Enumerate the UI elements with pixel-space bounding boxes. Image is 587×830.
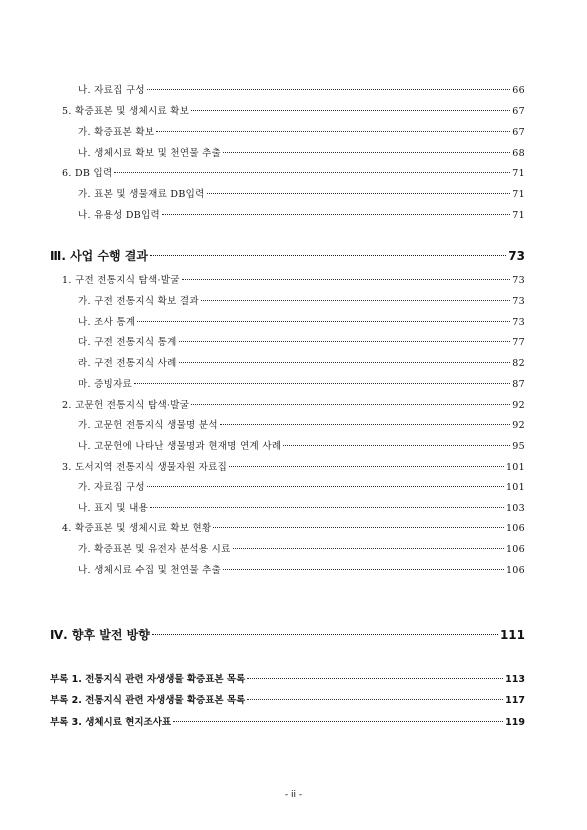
dot-leader	[150, 507, 504, 508]
toc-entry-page: 92	[512, 400, 525, 411]
toc-entry-page: 67	[512, 127, 525, 138]
dot-leader	[233, 548, 504, 549]
toc-entry-page: 77	[512, 337, 525, 348]
page-number-footer: - ii -	[284, 790, 303, 800]
toc-entry-label: 부록 1. 전통지식 관련 자생생물 확증표본 목록	[50, 674, 246, 685]
toc-entry-page: 87	[512, 379, 525, 390]
dot-leader	[134, 383, 510, 384]
toc-entry-page: 73	[508, 249, 525, 263]
toc-entry-label: 가. 자료집 구성	[78, 482, 145, 493]
dot-leader	[213, 527, 503, 528]
toc-entry-page: 119	[505, 717, 525, 728]
toc-entry-page: 67	[512, 106, 525, 117]
toc-entry-label: 가. 구전 전통지식 확보 결과	[78, 296, 199, 307]
toc-entry-page: 73	[512, 317, 525, 328]
dot-leader	[220, 424, 510, 425]
toc-entry	[78, 124, 525, 138]
toc-entry-label: 5. 확증표본 및 생체시료 확보	[62, 106, 190, 117]
dot-leader	[147, 89, 510, 90]
toc-entry-label: 가. 고문헌 전통지식 생물명 분석	[78, 420, 218, 431]
dot-leader	[150, 255, 506, 256]
dot-leader	[283, 445, 510, 446]
toc-entry-page: 66	[512, 85, 525, 96]
toc-entry	[62, 272, 525, 286]
toc-entry-label: Ⅲ. 사업 수행 결과	[50, 249, 148, 263]
toc-entry	[78, 500, 525, 514]
toc-entry	[78, 293, 525, 307]
toc-entry-label: 1. 구전 전통지식 탐색·발굴	[62, 275, 180, 286]
dot-leader	[247, 699, 503, 700]
toc-entry-page: 101	[505, 462, 525, 473]
toc-entry	[78, 82, 525, 96]
dot-leader	[179, 362, 511, 363]
dot-leader	[147, 486, 504, 487]
toc-entry-label: 마. 증빙자료	[78, 379, 133, 390]
dot-leader	[201, 300, 510, 301]
toc-entry-page: 73	[512, 275, 525, 286]
toc-section-heading	[50, 247, 525, 264]
toc-entry-page: 101	[505, 482, 525, 493]
dot-leader	[179, 341, 511, 342]
toc-entry	[78, 541, 525, 555]
toc-entry	[62, 397, 525, 411]
toc-entry	[78, 562, 525, 576]
dot-leader	[191, 404, 510, 405]
toc-entry-label: 4. 확증표본 및 생체시료 확보 현황	[62, 523, 212, 534]
toc-entry-page: 71	[512, 168, 525, 179]
toc-entry-page: 106	[505, 565, 525, 576]
dot-leader	[137, 321, 510, 322]
toc-entry	[78, 145, 525, 159]
dot-leader	[156, 131, 510, 132]
toc-entry	[78, 355, 525, 369]
toc-entry-label: 부록 2. 전통지식 관련 자생생물 확증표본 목록	[50, 695, 246, 706]
toc-appendix-entry	[50, 714, 525, 728]
toc-appendix-entry	[50, 671, 525, 685]
toc-entry-label: 라. 구전 전통지식 사례	[78, 358, 177, 369]
toc-entry-label: 나. 고문헌에 나타난 생물명과 현재명 연계 사례	[78, 441, 282, 452]
toc-entry	[62, 165, 525, 179]
dot-leader	[152, 634, 498, 635]
toc-entry	[62, 520, 525, 534]
dot-leader	[223, 569, 504, 570]
toc-entry-page: 106	[505, 544, 525, 555]
toc-entry-page: 111	[499, 628, 525, 642]
toc-entry-label: 나. 유용성 DB입력	[78, 210, 161, 221]
toc-entry-page: 103	[505, 503, 525, 514]
toc-entry	[78, 376, 525, 390]
toc-entry	[78, 314, 525, 328]
toc-entry-label: 가. 표본 및 생물재료 DB입력	[78, 189, 205, 200]
toc-entry-page: 95	[512, 441, 525, 452]
toc-entry-page: 71	[512, 189, 525, 200]
dot-leader	[247, 678, 503, 679]
toc-entry-label: 나. 표지 및 내용	[78, 503, 149, 514]
toc-entry-page: 82	[512, 358, 525, 369]
toc-entry	[62, 103, 525, 117]
dot-leader	[191, 110, 510, 111]
toc-entry-page: 113	[505, 674, 525, 685]
toc-appendix-entry	[50, 692, 525, 706]
toc-entry-label: 2. 고문헌 전통지식 탐색·발굴	[62, 400, 190, 411]
dot-leader	[207, 193, 511, 194]
dot-leader	[162, 214, 510, 215]
toc-entry-label: 다. 구전 전통지식 통계	[78, 337, 177, 348]
toc-entry-label: 나. 생체시료 확보 및 천연물 추출	[78, 148, 222, 159]
toc-entry-page: 73	[512, 296, 525, 307]
toc-entry-label: 나. 조사 통계	[78, 317, 136, 328]
toc-entry	[62, 459, 525, 473]
dot-leader	[173, 721, 503, 722]
toc-entry-label: 가. 확증표본 및 유전자 분석용 시료	[78, 544, 231, 555]
dot-leader	[114, 172, 510, 173]
toc-entry	[78, 186, 525, 200]
toc-entry-label: 나. 자료집 구성	[78, 85, 145, 96]
toc-entry-label: 부록 3. 생체시료 현지조사표	[50, 717, 172, 728]
toc-entry-page: 92	[512, 420, 525, 431]
toc-entry	[78, 438, 525, 452]
toc-entry-label: 나. 생체시료 수집 및 천연물 추출	[78, 565, 222, 576]
toc-entry-page: 117	[505, 695, 525, 706]
toc-entry-label: 3. 도서지역 전통지식 생물자원 자료집	[62, 462, 228, 473]
toc-entry-page: 68	[512, 148, 525, 159]
toc-entry-page: 71	[512, 210, 525, 221]
toc-entry	[78, 207, 525, 221]
toc-entry-label: Ⅳ. 향후 발전 방향	[50, 628, 150, 642]
toc-entry	[78, 479, 525, 493]
toc-entry-page: 106	[505, 523, 525, 534]
dot-leader	[182, 279, 511, 280]
toc-entry-label: 6. DB 입력	[62, 168, 113, 179]
toc-section-heading	[50, 626, 525, 643]
dot-leader	[229, 466, 504, 467]
toc-entry	[78, 417, 525, 431]
toc-entry-label: 가. 확증표본 확보	[78, 127, 155, 138]
dot-leader	[223, 152, 510, 153]
toc-entry	[78, 334, 525, 348]
